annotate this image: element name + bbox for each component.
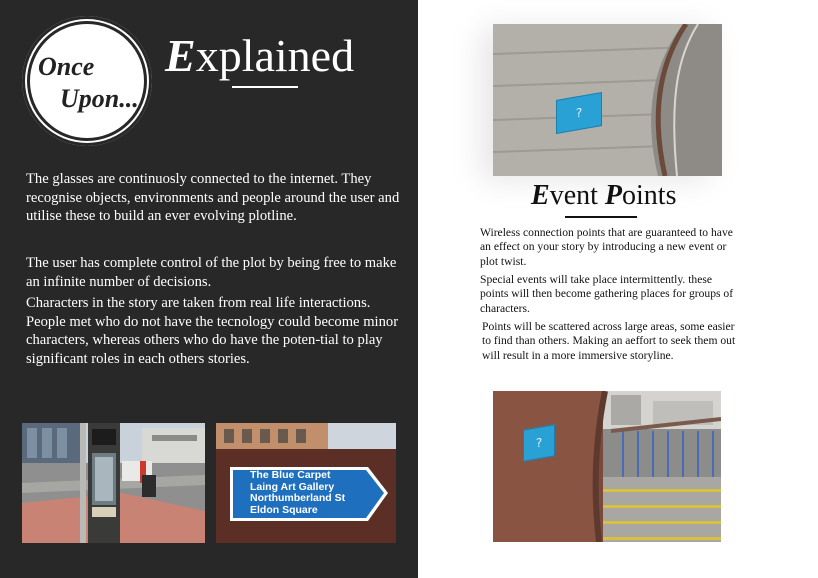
stairs-event-point-photo <box>493 391 721 542</box>
paragraph-internet: The glasses are continuosly connected to the internet. They recognise objects, environments and people around the user and utilise these to build an ever evolving plotline. <box>26 171 400 224</box>
event-title-e: E <box>531 180 550 211</box>
paragraph-control: The user has complete control of the plot by being free to make an infinite number of decisions. <box>26 255 397 290</box>
title-underline <box>232 86 298 88</box>
event-paragraph-wireless: Wireless connection points that are guaranteed to have an effect on your story by introducing a new event or plot twist. <box>480 226 733 268</box>
sign-line-2: Laing Art Gallery <box>250 480 335 493</box>
event-paragraph-special: Special events will take place intermittently. these points will then become gathering places for groups of characters. <box>480 273 734 315</box>
paragraph-characters: Characters in the story are taken from real life interactions. People met who do not have the tecnology could become minor characters, whereas others who do have the poten-tial to play significant roles in each others stories. <box>26 295 399 367</box>
event-title-vent: vent <box>549 180 605 211</box>
logo-text-upon: Upon... <box>60 84 139 113</box>
page-title <box>165 30 354 82</box>
event-point-plate-bottom: ? <box>523 424 555 462</box>
street-totem-photo <box>22 423 205 543</box>
event-paragraph-scattered: Points will be scattered across large areas, some easier to find than others. Making an aeffort to seek them out will result in a more immersive storyline. <box>482 320 736 362</box>
event-title-underline <box>565 216 637 218</box>
once-upon-logo <box>22 16 152 146</box>
title-rest: xplained <box>195 30 355 81</box>
sign-line-1: The Blue Carpet <box>250 469 331 481</box>
wall-event-point-photo <box>493 24 722 176</box>
event-title-p: P <box>604 180 623 211</box>
event-title-oints: oints <box>622 180 677 211</box>
event-point-plate: ? <box>556 92 602 134</box>
sign-line-3: Northumberland St <box>250 492 346 505</box>
title-initial: E <box>165 30 196 81</box>
sign-text <box>250 470 345 517</box>
sign-line-4: Eldon Square <box>250 504 318 517</box>
logo-text-once: Once <box>38 52 95 81</box>
direction-sign-photo <box>216 423 396 543</box>
event-points-title <box>531 180 676 212</box>
